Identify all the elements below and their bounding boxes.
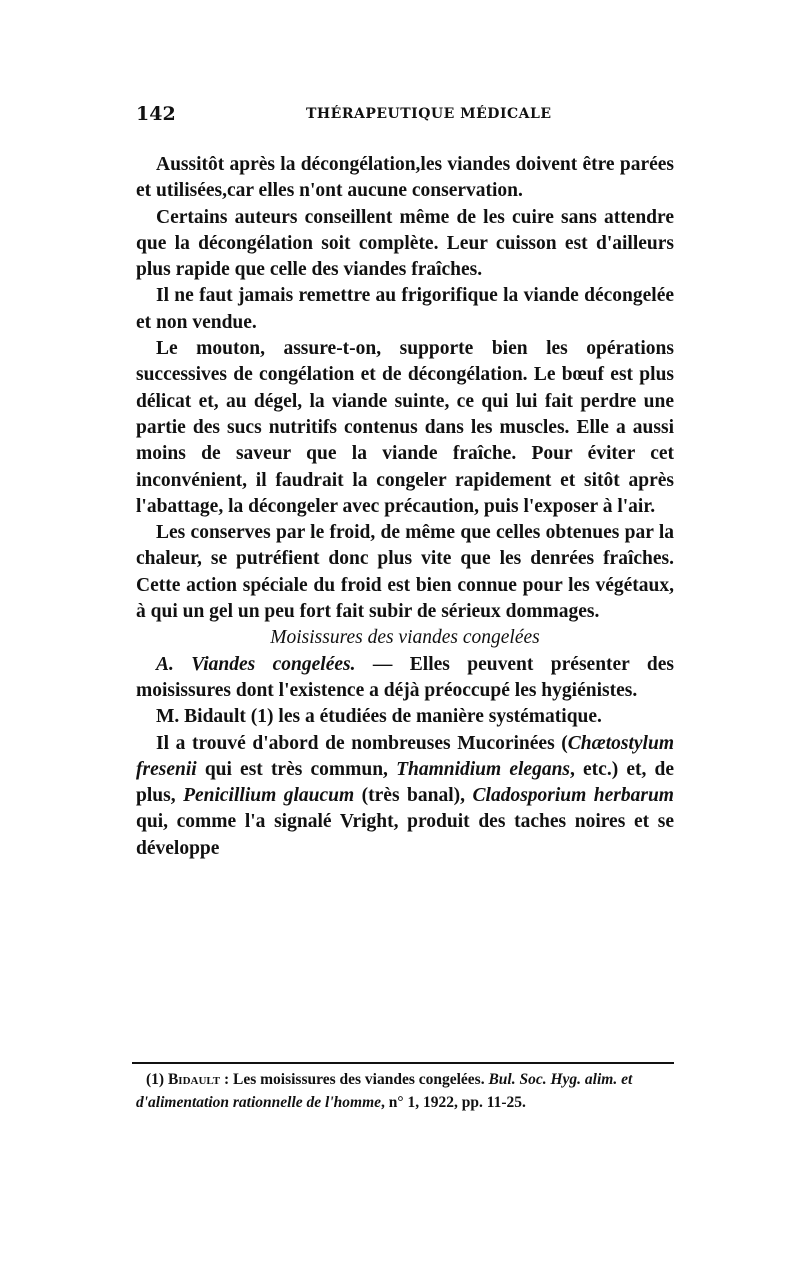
paragraph: Les conserves par le froid, de même que celles obtenues par la chaleur, se putréfient donc plus vite que les denrées fraîches. Cette action spéciale du froid est bien connue pour les végétaux, à qui un gel un peu fort fait subir de sérieux dommages. bbox=[136, 522, 674, 623]
paragraph: Aussitôt après la décongélation,les viandes doivent être parées et utilisées,car elles n'ont aucune conservation. bbox=[136, 154, 674, 202]
paragraph: M. Bidault (1) les a étudiées de manière systématique. bbox=[156, 706, 602, 728]
paragraph bbox=[136, 652, 674, 705]
species-name: Chætostylum fresenii bbox=[136, 732, 674, 780]
paragraph: Le mouton, assure-t-on, supporte bien les opérations successives de congélation et de décongélation. Le bœuf est plus délicat et, au dégel, la viande suinte, ce qui lui fait perdre une partie des sucs nutritifs contenus dans les muscles. Elle a aussi moins de saveur que la viande fraîche. Pour éviter cet inconvénient, il faudrait la congeler rapidement et sitôt après l'abattage, la décongeler avec précaution, puis l'exposer à l'air. bbox=[136, 338, 674, 517]
page-header bbox=[136, 103, 674, 129]
footnote-divider bbox=[132, 1062, 674, 1064]
footnote-marker: (1) bbox=[146, 1071, 168, 1088]
paragraph bbox=[136, 731, 674, 862]
footnote-text: : Les moisissures des viandes congelées. bbox=[220, 1071, 489, 1088]
paragraph-text: — Elles peuvent présenter des moisissures dont l'existence a déjà préoccupé les hygiénistes. bbox=[136, 653, 674, 701]
footnote-journal: Bul. Soc. Hyg. alim. et d'alimentation rationnelle de l'homme bbox=[136, 1071, 633, 1111]
species-name: Penicillium glaucum bbox=[183, 785, 355, 807]
footnote-author: Bidault bbox=[167, 1071, 221, 1088]
body-text bbox=[136, 152, 674, 862]
species-name: Cladosporium herbarum bbox=[472, 785, 674, 807]
species-name: Thamnidium elegans bbox=[396, 758, 570, 780]
subsection-label: A. Viandes congelées. bbox=[156, 653, 356, 675]
section-heading: Moisissures des viandes congelées bbox=[270, 627, 540, 649]
footnote bbox=[136, 1068, 674, 1114]
text-run: qui est très commun, bbox=[196, 758, 397, 780]
page-number: 142 bbox=[136, 103, 176, 125]
text-run: qui, comme l'a signalé Vright, produit des taches noires et se développe bbox=[136, 811, 674, 859]
paragraph: Certains auteurs conseillent même de les cuire sans attendre que la décongélation soit complète. Leur cuisson est d'ailleurs plus rapide que celle des viandes fraîches. bbox=[136, 206, 674, 281]
paragraph: Il ne faut jamais remettre au frigorifique la viande décongelée et non vendue. bbox=[136, 285, 674, 333]
text-run: (très banal), bbox=[354, 785, 473, 807]
text-run: , etc.) et, de plus, bbox=[136, 758, 674, 807]
running-title: THÉRAPEUTIQUE MÉDICALE bbox=[306, 106, 552, 122]
text-run: Il a trouvé d'abord de nombreuses Mucorinées ( bbox=[156, 732, 568, 754]
footnote-reference: , n° 1, 1922, pp. 11-25. bbox=[381, 1094, 526, 1111]
